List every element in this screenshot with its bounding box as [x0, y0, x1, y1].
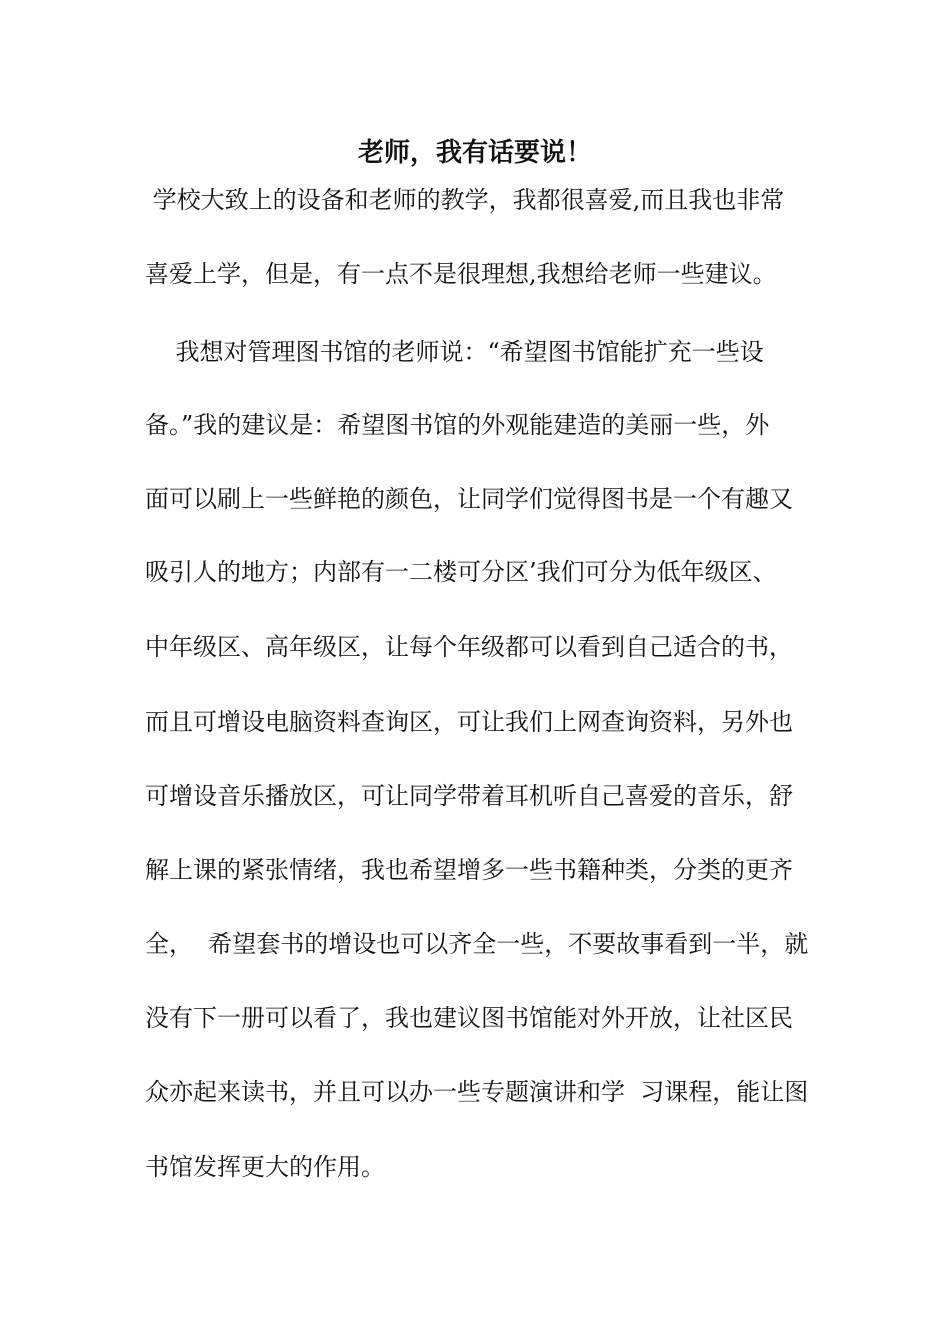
text-line-13: 众亦起来读书，并且可以办一些专题演讲和学 习课程，能让图: [145, 1078, 809, 1106]
text-line-12: 没有下一册可以看了，我也建议图书馆能对外开放，让社区民: [145, 1004, 793, 1032]
text-line-1: 学校大致上的设备和老师的教学，我都很喜爱,而且我也非常: [145, 186, 785, 214]
text-line-14: 书馆发挥更大的作用。: [145, 1153, 385, 1181]
text-line-6: 吸引人的地方；内部有一二楼可分区’我们可分为低年级区、: [145, 558, 777, 586]
text-line-10: 解上课的紧张情绪，我也希望增多一些书籍种类，分类的更齐: [145, 856, 793, 884]
text-line-5: 面可以刷上一些鲜艳的颜色，让同学们觉得图书是一个有趣又: [145, 485, 793, 513]
text-line-2: 喜爱上学，但是，有一点不是很理想,我想给老师一些建议。: [145, 260, 777, 288]
document-title: 老师，我有话要说！: [357, 138, 592, 168]
text-line-9: 可增设音乐播放区，可让同学带着耳机听自己喜爱的音乐，舒: [145, 782, 793, 810]
text-line-11: 全， 希望套书的增设也可以齐全一些，不要故事看到一半，就: [145, 930, 809, 958]
text-line-7: 中年级区、高年级区，让每个年级都可以看到自己适合的书，: [145, 633, 793, 661]
text-line-4: 备。”我的建议是：希望图书馆的外观能建造的美丽一些，外: [145, 411, 770, 439]
text-line-8: 而且可增设电脑资料查询区，可让我们上网查询资料，另外也: [145, 708, 793, 736]
text-line-3: 我想对管理图书馆的老师说：“希望图书馆能扩充一些设: [145, 338, 764, 366]
